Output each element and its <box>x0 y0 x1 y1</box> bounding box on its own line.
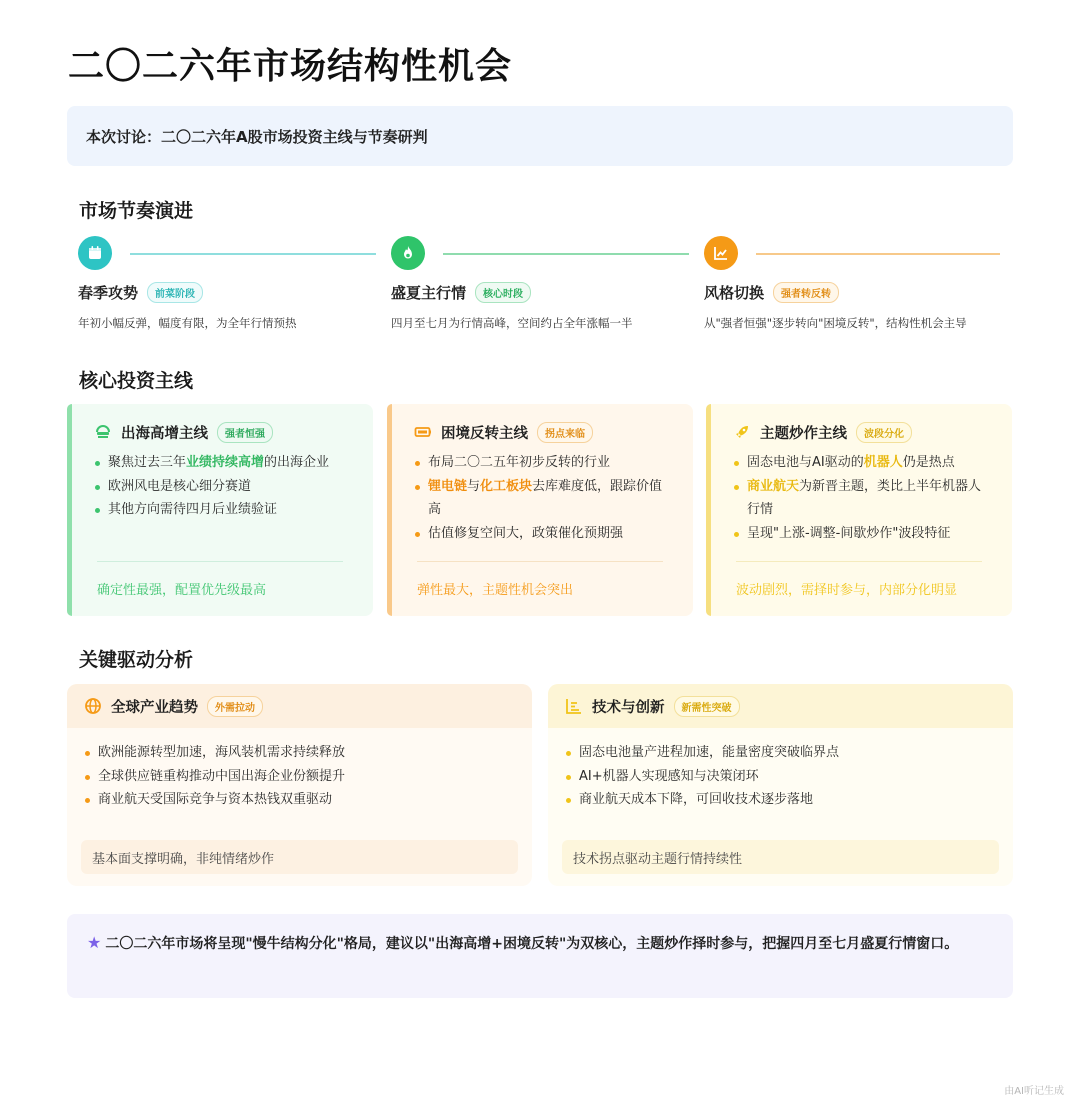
timeline-connector <box>756 253 1000 255</box>
card-title: 出海高增主线 <box>121 425 208 442</box>
section-heading-core: 核心投资主线 <box>79 370 194 392</box>
divider <box>736 561 982 562</box>
section-heading-rhythm: 市场节奏演进 <box>79 200 194 222</box>
card-title: 困境反转主线 <box>441 425 528 442</box>
battery-icon <box>413 422 433 442</box>
section-heading-drivers: 关键驱动分析 <box>79 649 194 671</box>
trend-chart-icon <box>704 236 738 270</box>
stage-name: 盛夏主行情 <box>391 284 467 302</box>
list-item: 呈现"上涨-调整-间歇炒作"波段特征 <box>732 522 992 546</box>
card-tag: 强者恒强 <box>217 422 273 443</box>
list-item: 商业航天为新晋主题，类比上半年机器人行情 <box>732 475 992 522</box>
bullet-list <box>83 741 516 812</box>
card-tag: 外需拉动 <box>207 696 263 717</box>
conclusion-box <box>67 914 1013 998</box>
stage-tag: 强者转反转 <box>773 282 839 303</box>
driver-card-header <box>548 684 1013 728</box>
timeline-connector <box>443 253 689 255</box>
driver-card-header <box>67 684 532 728</box>
list-item: 欧洲能源转型加速，海风装机需求持续释放 <box>83 741 516 765</box>
stage-name: 春季攻势 <box>78 284 139 302</box>
ship-icon <box>93 422 113 442</box>
card-tag: 波段分化 <box>856 422 912 443</box>
bullet-list <box>564 741 997 812</box>
divider <box>97 561 343 562</box>
card-title: 技术与创新 <box>592 699 665 716</box>
bullet-list <box>732 451 992 545</box>
list-item: 商业航天受国际竞争与资本热钱双重驱动 <box>83 788 516 812</box>
card-title: 主题炒作主线 <box>760 425 847 442</box>
list-item: 商业航天成本下降，可回收技术逐步落地 <box>564 788 997 812</box>
globe-icon <box>83 696 103 716</box>
divider <box>417 561 663 562</box>
card-accent-bar <box>387 404 392 616</box>
generated-by-footnote: 由AI听记生成 <box>1004 1086 1064 1097</box>
list-item: 固态电池量产进程加速，能量密度突破临界点 <box>564 741 997 765</box>
card-footer: 确定性最强，配置优先级最高 <box>97 583 267 598</box>
card-tag: 拐点来临 <box>537 422 593 443</box>
star-icon: ★ <box>87 933 102 952</box>
timeline-connector <box>130 253 376 255</box>
driver-card-footer: 基本面支撑明确，非纯情绪炒作 <box>81 840 518 874</box>
stage-description: 四月至七月为行情高峰，空间约占全年涨幅一半 <box>391 316 633 330</box>
calendar-icon <box>78 236 112 270</box>
bullet-list <box>413 451 673 545</box>
list-item: 锂电链与化工板块去库难度低，跟踪价值高 <box>413 475 673 522</box>
timeline-stage-spring <box>78 236 390 331</box>
list-item: 布局二〇二五年初步反转的行业 <box>413 451 673 475</box>
list-item: 聚焦过去三年业绩持续高增的出海企业 <box>93 451 353 475</box>
list-item: 欧洲风电是核心细分赛道 <box>93 475 353 499</box>
rocket-icon <box>732 422 752 442</box>
stage-description: 从"强者恒强"逐步转向"困境反转"，结构性机会主导 <box>704 316 967 330</box>
driver-card-tech-innovation <box>548 684 1013 886</box>
core-line-card-overseas <box>67 404 373 616</box>
card-footer: 波动剧烈，需择时参与，内部分化明显 <box>736 583 958 598</box>
list-item: 其他方向需待四月后业绩验证 <box>93 498 353 522</box>
core-line-card-reversal <box>387 404 693 616</box>
list-item: 估值修复空间大，政策催化预期强 <box>413 522 673 546</box>
driver-card-global-industry <box>67 684 532 886</box>
timeline-stage-style-switch <box>704 236 1016 331</box>
stage-description: 年初小幅反弹，幅度有限，为全年行情预热 <box>78 316 297 330</box>
list-item: 全球供应链重构推动中国出海企业份额提升 <box>83 765 516 789</box>
stage-name: 风格切换 <box>704 284 765 302</box>
list-item: 固态电池与AI驱动的机器人仍是热点 <box>732 451 992 475</box>
list-item: AI+机器人实现感知与决策闭环 <box>564 765 997 789</box>
bullet-list <box>93 451 353 522</box>
driver-card-footer: 技术拐点驱动主题行情持续性 <box>562 840 999 874</box>
conclusion-text: 二〇二六年市场将呈现"慢牛结构分化"格局，建议以"出海高增+困境反转"为双核心，主题炒作择时参与，把握四月至七月盛夏行情窗口。 <box>105 936 959 952</box>
card-accent-bar <box>706 404 711 616</box>
bar-chart-icon <box>564 696 584 716</box>
timeline-stage-summer <box>391 236 703 331</box>
flame-icon <box>391 236 425 270</box>
card-footer: 弹性最大，主题性机会突出 <box>417 583 574 598</box>
page-title: 二〇二六年市场结构性机会 <box>68 46 513 87</box>
stage-tag: 前菜阶段 <box>147 282 203 303</box>
stage-tag: 核心时段 <box>475 282 531 303</box>
discussion-topic-banner <box>67 106 1013 166</box>
card-accent-bar <box>67 404 72 616</box>
card-tag: 新需性突破 <box>674 696 740 717</box>
card-title: 全球产业趋势 <box>111 699 198 716</box>
core-line-card-theme <box>706 404 1012 616</box>
discussion-topic-text: 本次讨论：二〇二六年A股市场投资主线与节奏研判 <box>86 127 428 146</box>
